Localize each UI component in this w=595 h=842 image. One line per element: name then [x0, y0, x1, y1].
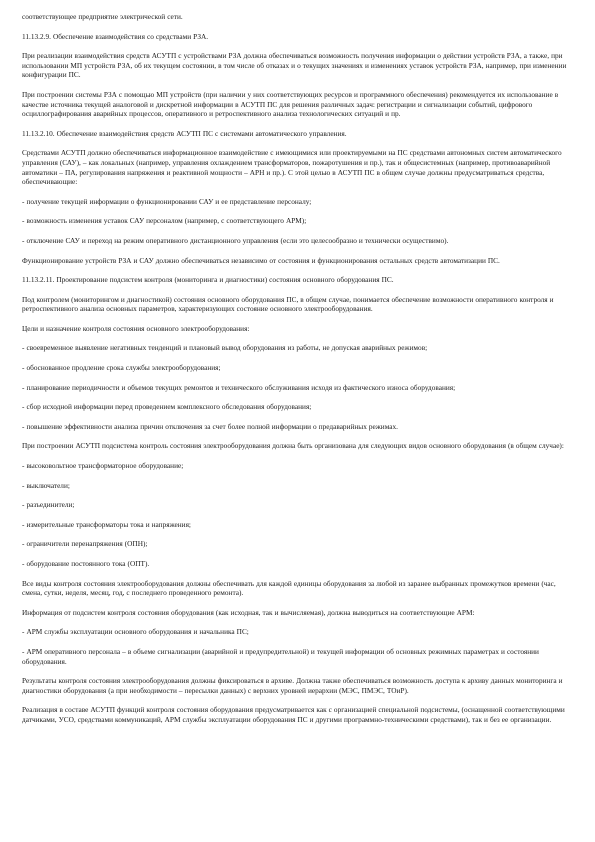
list-item: - своевременное выявление негативных тенденций и плановый вывод оборудования из работы, не допуская аварийных режимов; — [22, 343, 428, 353]
section-heading: 11.13.2.10. Обеспечение взаимодействия средств АСУТП ПС с системами автоматического управления. — [22, 128, 347, 138]
paragraph: Средствами АСУТП должно обеспечиваться информационное взаимодействие с имеющимися или проектируемыми на ПС средствами автономных систем автоматического управления (САУ), – как локальных (например, управления охлаждением трансформаторов, пожаротушения и пр.), так и общесистемных (например, противоаварийной автоматики – ПА, регулирования напряжения и реактивной мощности – АРН и пр.). С этой целью в АСУТП ПС в общем случае должны предусматриваться средства, обеспечивающие: — [22, 148, 562, 187]
paragraph: При построении системы РЗА с помощью МП устройств (при наличии у них соответствующих ресурсов и программного обеспечения) рекомендуется их использование в качестве источника текущей аналоговой и дискретной информации в АСУТП ПС для решения различных задач: регистрации и сигнализации событий, цифрового осциллографирования аварийных процессов, оперативного и ретроспективного анализа технологических ситуаций и пр. — [22, 89, 559, 119]
paragraph: Реализация в составе АСУТП функций контроля состояния оборудования предусматривается как с организацией специальной подсистемы, (оснащенной соответствующими датчиками, УСО, средствами коммуникаций, АРМ службы эксплуатации оборудования ПС и другими программно-техническими средствами), так и без ее организации. — [22, 705, 565, 724]
paragraph: Информация от подсистем контроля состояния оборудования (как исходная, так и вычисляемая), должна выводиться на соответствующие АРМ: — [22, 607, 475, 617]
list-item: - разъединители; — [22, 500, 75, 510]
paragraph: При построении АСУТП подсистема контроль состояния электрооборудования должна быть организована для следующих видов основного оборудования (в общем случае): — [22, 441, 564, 451]
list-item: - повышение эффективности анализа причин отключения за счет более полной информации о предаварийных режимах. — [22, 421, 398, 431]
list-item: - АРМ службы эксплуатации основного оборудования и начальника ПС; — [22, 627, 249, 637]
paragraph: Функционирование устройств РЗА и САУ должно обеспечиваться независимо от состояния и функционирования остальных средств автоматизации ПС. — [22, 255, 500, 265]
paragraph: При реализации взаимодействия средств АСУТП с устройствами РЗА должна обеспечиваться возможность получения информации о действии устройств РЗА, а также, при использовании МП устройств РЗА, об их текущем состоянии, в том числе об отказах и о текущих значениях и изменениях уставок устройств РЗА, например, при изменении конфигурации ПС. — [22, 51, 567, 80]
paragraph: соответствующее предприятие электрической сети. — [22, 12, 183, 21]
list-item: - возможность изменения уставок САУ персоналом (например, с соответствующего АРМ); — [22, 216, 307, 226]
list-item: - обоснованное продление срока службы электрооборудования; — [22, 363, 221, 373]
list-item: - планирование периодичности и объемов текущих ремонтов и технического обслуживания исходя из фактического износа оборудования; — [22, 382, 456, 392]
list-item: - АРМ оперативного персонала – в объеме сигнализации (аварийной и предупредительной) и текущей информации об основных режимных параметрах и состоянии оборудования. — [22, 646, 539, 666]
paragraph: Результаты контроля состояния электрооборудования должны фиксироваться в архиве. Должна также обеспечиваться возможность доступа к архиву данных мониторинга и диагностики оборудования (а при необходимости – пересылки данных) с верхних уровней иерархии (МЭС, ПМЭС, ТОиР). — [22, 676, 563, 695]
list-item: - высоковольтное трансформаторное оборудование; — [22, 461, 184, 471]
paragraph: Цели и назначение контроля состояния основного электрооборудования: — [22, 323, 250, 333]
list-item: - выключатели; — [22, 480, 70, 490]
list-item: - сбор исходной информации перед проведением комплексного обследования оборудования; — [22, 402, 312, 412]
paragraph: Под контролем (мониторингом и диагностикой) состояния основного оборудования ПС, в общем случае, понимается обеспечение возможности оперативного контроля и ретроспективного анализа основных параметров, характеризующих состояние основного электрооборудования. — [22, 294, 554, 314]
list-item: - оборудование постоянного тока (ОПТ). — [22, 559, 150, 568]
list-item: - измерительные трансформаторы тока и напряжения; — [22, 519, 191, 529]
list-item: - отключение САУ и переход на режим оперативного дистанционного управления (если это целесообразно и технически осуществимо). — [22, 235, 449, 245]
section-heading: 11.13.2.9. Обеспечение взаимодействия со средствами РЗА. — [22, 31, 209, 41]
list-item: - ограничители перенапряжения (ОПН); — [22, 539, 148, 549]
paragraph: Все виды контроля состояния электрооборудования должны обеспечивать для каждой единицы оборудования за любой из заранее выбранных промежутков времени (час, смена, сутки, неделя, месяц, год, с последнего проведенного ремонта). — [22, 578, 556, 598]
section-heading: 11.13.2.11. Проектирование подсистем контроля (мониторинга и диагностики) состояния основного оборудования ПС. — [22, 275, 394, 285]
list-item: - получение текущей информации о функционировании САУ и ее представление персоналу; — [22, 196, 312, 206]
